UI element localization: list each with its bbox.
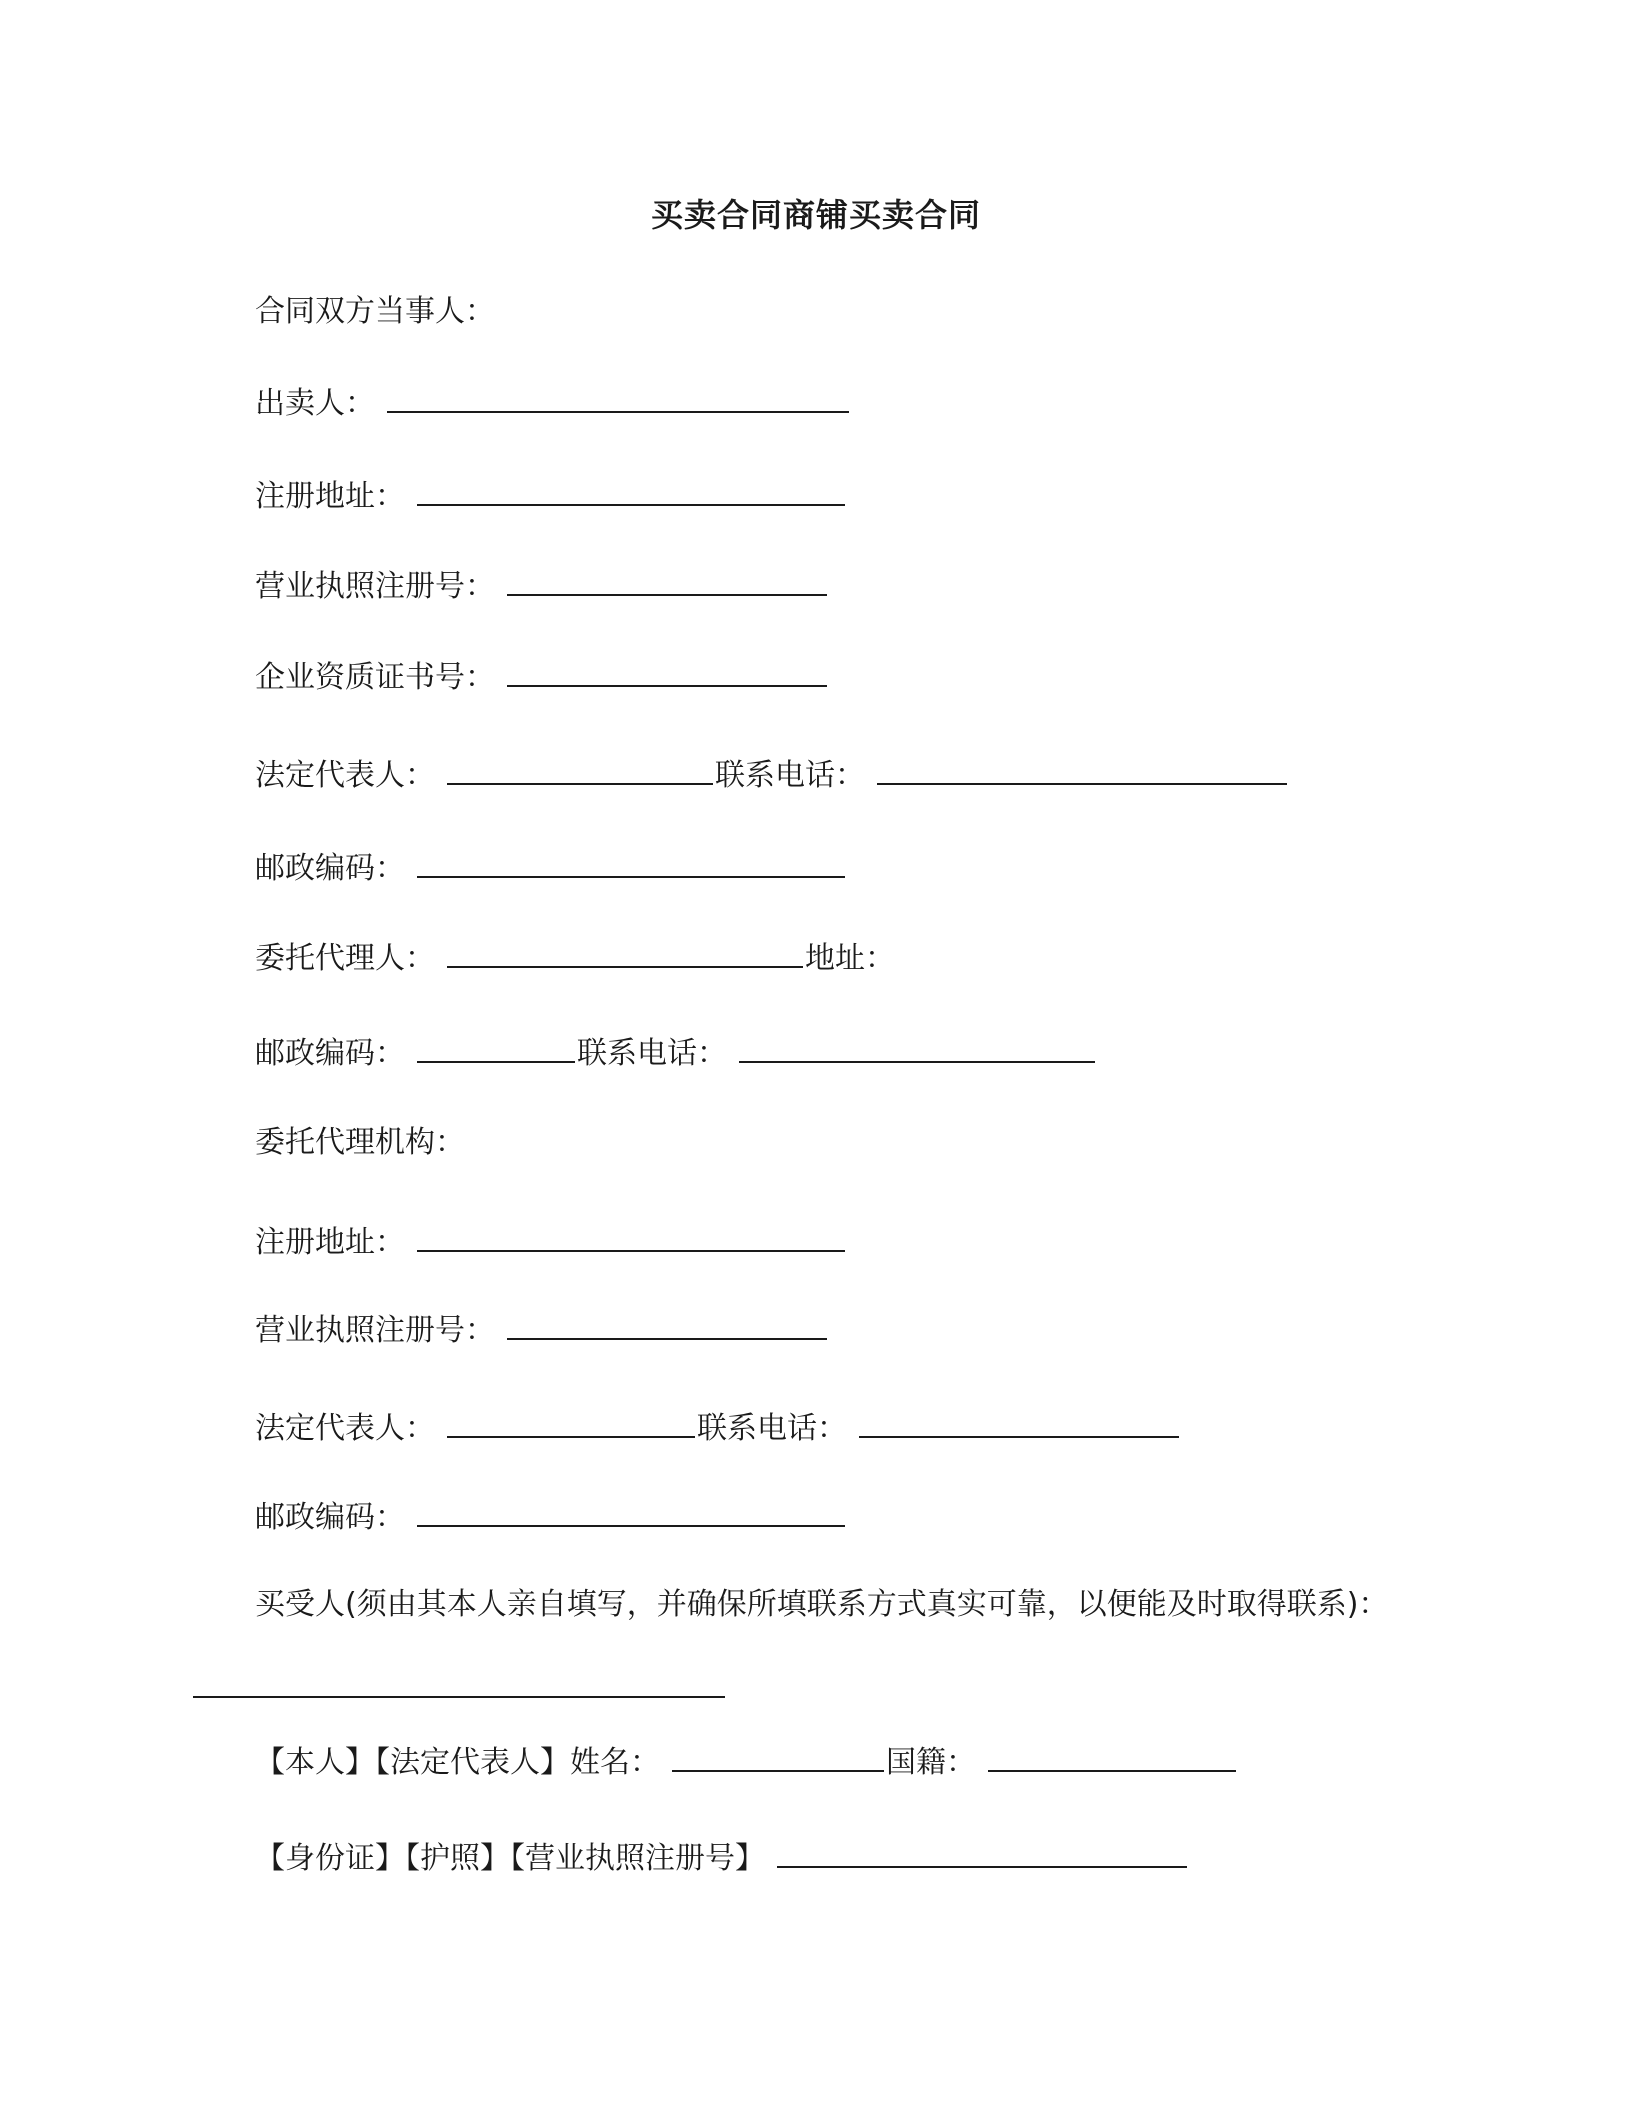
seller-address-label: 注册地址： <box>255 479 405 514</box>
seller-qualification-line <box>255 657 829 698</box>
agency-legal-rep-label: 法定代表人： <box>255 1411 435 1446</box>
buyer-line <box>255 1585 1388 1625</box>
agency-heading: 委托代理机构： <box>255 1125 465 1160</box>
agency-postcode-line <box>255 1497 847 1538</box>
seller-license-line <box>255 566 829 607</box>
seller-agent-blank[interactable] <box>447 938 803 968</box>
agency-license-label: 营业执照注册号： <box>255 1313 495 1348</box>
seller-agent-label: 委托代理人： <box>255 941 435 976</box>
buyer-identity-line <box>255 1742 1238 1783</box>
buyer-identity-options: 【本人】【法定代表人】 <box>255 1745 570 1780</box>
agency-license-blank[interactable] <box>507 1310 827 1340</box>
buyer-nationality-blank[interactable] <box>988 1742 1236 1772</box>
agency-license-line <box>255 1310 829 1351</box>
buyer-name-label: 姓名： <box>570 1745 660 1780</box>
seller-phone-blank[interactable] <box>877 755 1287 785</box>
seller-qualification-label: 企业资质证书号： <box>255 660 495 695</box>
seller-qualification-blank[interactable] <box>507 657 827 687</box>
agency-legal-rep-blank[interactable] <box>447 1408 695 1438</box>
agency-postcode-label: 邮政编码： <box>255 1500 405 1535</box>
seller-phone-label: 联系电话： <box>715 758 865 793</box>
agency-address-blank[interactable] <box>417 1222 845 1252</box>
buyer-name-blank[interactable] <box>672 1742 884 1772</box>
agency-phone-label: 联系电话： <box>697 1411 847 1446</box>
buyer-blank[interactable] <box>193 1695 725 1698</box>
seller-agent-phone-blank[interactable] <box>739 1033 1095 1063</box>
buyer-document-blank[interactable] <box>777 1838 1187 1868</box>
seller-postcode-blank[interactable] <box>417 848 845 878</box>
agency-address-line <box>255 1222 847 1263</box>
seller-agent-phone-label: 联系电话： <box>577 1036 727 1071</box>
agency-address-label: 注册地址： <box>255 1225 405 1260</box>
seller-agent-contact-line <box>255 1033 1097 1074</box>
seller-agent-address-label: 地址： <box>805 941 895 976</box>
buyer-document-line <box>255 1838 1189 1879</box>
seller-address-line <box>255 476 847 517</box>
buyer-document-options: 【身份证】【护照】【营业执照注册号】 <box>255 1841 765 1876</box>
seller-address-blank[interactable] <box>417 476 845 506</box>
seller-legal-rep-blank[interactable] <box>447 755 713 785</box>
buyer-label: 买受人(须由其本人亲自填写，并确保所填联系方式真实可靠，以便能及时取得联系)： <box>255 1587 1389 1622</box>
seller-agent-postcode-blank[interactable] <box>417 1033 575 1063</box>
agency-postcode-blank[interactable] <box>417 1497 845 1527</box>
seller-license-label: 营业执照注册号： <box>255 569 495 604</box>
buyer-nationality-label: 国籍： <box>886 1745 976 1780</box>
seller-postcode-line <box>255 848 847 889</box>
seller-agent-line <box>255 938 895 979</box>
seller-line <box>255 383 851 424</box>
parties-heading <box>255 292 495 332</box>
seller-agent-postcode-label: 邮政编码： <box>255 1036 405 1071</box>
agency-legal-rep-line <box>255 1408 1181 1449</box>
seller-legal-rep-label: 法定代表人： <box>255 758 435 793</box>
seller-legal-rep-line <box>255 755 1289 796</box>
seller-license-blank[interactable] <box>507 566 827 596</box>
document-title: 买卖合同商铺买卖合同 <box>650 196 981 234</box>
seller-blank[interactable] <box>387 383 849 413</box>
agency-heading-line <box>255 1123 465 1163</box>
agency-phone-blank[interactable] <box>859 1408 1179 1438</box>
seller-label: 出卖人： <box>255 386 375 421</box>
parties-heading-text: 合同双方当事人： <box>255 294 495 329</box>
seller-postcode-label: 邮政编码： <box>255 851 405 886</box>
